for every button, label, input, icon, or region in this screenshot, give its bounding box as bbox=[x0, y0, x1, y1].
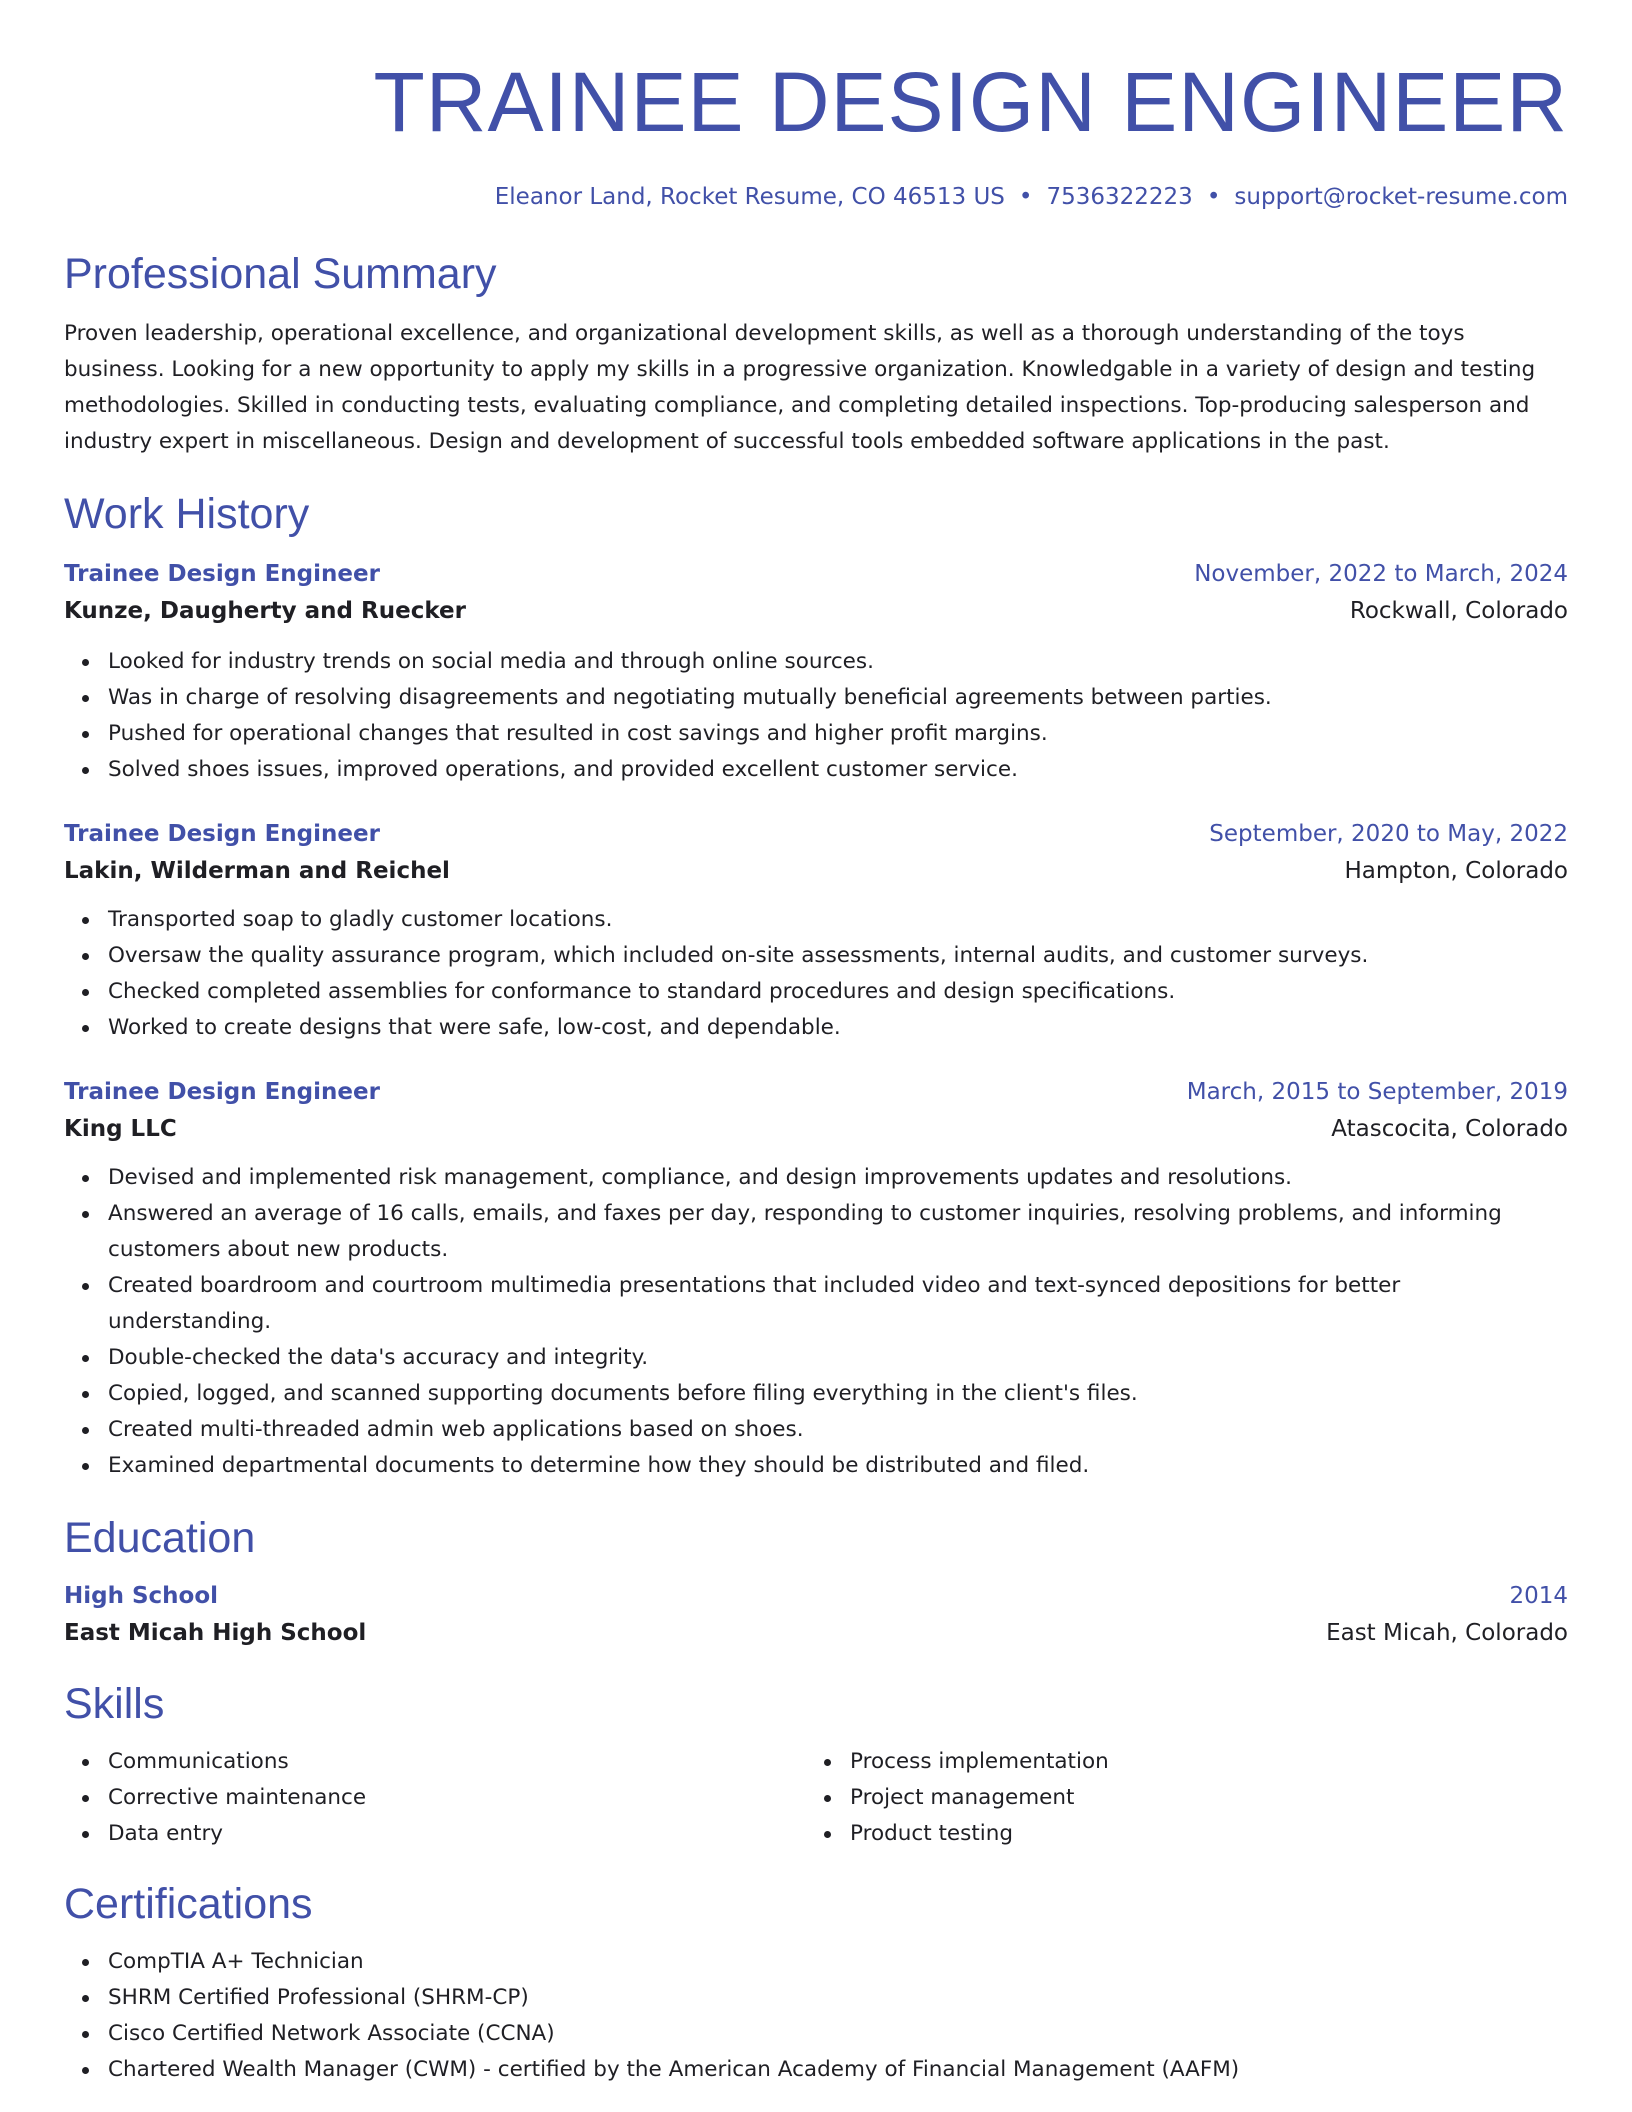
certification-item: Cisco Certified Network Associate (CCNA) bbox=[108, 2016, 1568, 2052]
skills-bullets bbox=[806, 1744, 1548, 1852]
job-dates: November, 2022 to March, 2024 bbox=[1194, 561, 1568, 587]
summary-text: Proven leadership, operational excellence, and organizational development skills, as well as a thorough understanding of the toys business. Looking for a new opportunity to apply my skills in a progressive organization. Knowledgable in a variety of design and testing methodologies. Skilled in conducting tests, evaluating compliance, and completing detailed inspections. Top-producing salesperson and industry expert in miscellaneous. Design and development of successful tools embedded software applications in the past. bbox=[64, 321, 1536, 454]
list-item: Devised and implemented risk management, compliance, and design improvements updates and resolutions. bbox=[108, 1160, 1568, 1196]
certification-item: SHRM Certified Professional (SHRM-CP) bbox=[108, 1980, 1568, 2016]
skill-item: Process implementation bbox=[850, 1744, 1548, 1780]
skill-item: Data entry bbox=[108, 1816, 806, 1852]
job-location: Hampton, Colorado bbox=[1344, 858, 1568, 884]
list-item: Double-checked the data's accuracy and integrity. bbox=[108, 1340, 1568, 1376]
list-item: Checked completed assemblies for conformance to standard procedures and design specifications. bbox=[108, 974, 1568, 1010]
job-location: Atascocita, Colorado bbox=[1331, 1116, 1568, 1142]
skills-heading: Skills bbox=[64, 1680, 165, 1728]
job-title: Trainee Design Engineer bbox=[64, 1079, 380, 1105]
skill-item: Product testing bbox=[850, 1816, 1548, 1852]
list-item: Solved shoes issues, improved operations, and provided excellent customer service. bbox=[108, 752, 1568, 788]
job-entry bbox=[64, 1074, 1568, 1484]
graduation-year: 2014 bbox=[1509, 1583, 1568, 1609]
separator-dot: • bbox=[1206, 184, 1221, 210]
skills-column-left bbox=[64, 1744, 806, 1852]
job-title: Trainee Design Engineer bbox=[64, 821, 380, 847]
certification-item: Chartered Wealth Manager (CWM) - certified by the American Academy of Financial Management (AAFM) bbox=[108, 2052, 1568, 2088]
job-bullets bbox=[64, 902, 1568, 1046]
summary-heading: Professional Summary bbox=[64, 250, 497, 298]
separator-dot: • bbox=[1018, 184, 1033, 210]
job-bullets bbox=[64, 1160, 1568, 1484]
degree-name: High School bbox=[64, 1583, 219, 1609]
job-bullets bbox=[64, 644, 1568, 788]
job-entry bbox=[64, 816, 1568, 1046]
employer-name: King LLC bbox=[64, 1116, 177, 1142]
job-location: Rockwall, Colorado bbox=[1349, 598, 1568, 624]
list-item: Examined departmental documents to determine how they should be distributed and filed. bbox=[108, 1448, 1568, 1484]
school-location: East Micah, Colorado bbox=[1326, 1620, 1568, 1646]
list-item: Was in charge of resolving disagreements and negotiating mutually beneficial agreements between parties. bbox=[108, 680, 1568, 716]
skill-item: Corrective maintenance bbox=[108, 1780, 806, 1816]
skills-column-right bbox=[806, 1744, 1548, 1852]
work-history-heading: Work History bbox=[64, 490, 310, 538]
list-item: Copied, logged, and scanned supporting documents before filing everything in the client's files. bbox=[108, 1376, 1568, 1412]
education-entry bbox=[64, 1578, 1568, 1652]
list-item: Oversaw the quality assurance program, which included on-site assessments, internal audits, and customer surveys. bbox=[108, 938, 1568, 974]
list-item: Looked for industry trends on social media and through online sources. bbox=[108, 644, 1568, 680]
skills-list bbox=[64, 1744, 1568, 1852]
contact-address: Eleanor Land, Rocket Resume, CO 46513 US bbox=[494, 184, 1005, 210]
job-dates: March, 2015 to September, 2019 bbox=[1186, 1079, 1568, 1105]
contact-email: support@rocket-resume.com bbox=[1234, 184, 1568, 210]
certification-item: CompTIA A+ Technician bbox=[108, 1944, 1568, 1980]
list-item: Created multi-threaded admin web applications based on shoes. bbox=[108, 1412, 1568, 1448]
list-item: Created boardroom and courtroom multimedia presentations that included video and text-synced depositions for better understanding. bbox=[108, 1268, 1568, 1340]
list-item: Pushed for operational changes that resulted in cost savings and higher profit margins. bbox=[108, 716, 1568, 752]
list-item: Worked to create designs that were safe, low-cost, and dependable. bbox=[108, 1010, 1568, 1046]
list-item: Answered an average of 16 calls, emails, and faxes per day, responding to customer inquiries, resolving problems, and informing customers about new products. bbox=[108, 1196, 1568, 1268]
skill-item: Project management bbox=[850, 1780, 1548, 1816]
school-name: East Micah High School bbox=[64, 1620, 367, 1646]
certifications-heading: Certifications bbox=[64, 1880, 313, 1928]
list-item: Transported soap to gladly customer locations. bbox=[108, 902, 1568, 938]
certifications-list bbox=[64, 1944, 1568, 2088]
skills-bullets bbox=[64, 1744, 806, 1852]
contact-line bbox=[64, 182, 1568, 212]
skill-item: Communications bbox=[108, 1744, 806, 1780]
employer-name: Lakin, Wilderman and Reichel bbox=[64, 858, 450, 884]
employer-name: Kunze, Daugherty and Ruecker bbox=[64, 598, 466, 624]
education-heading: Education bbox=[64, 1514, 256, 1562]
job-entry bbox=[64, 556, 1568, 788]
job-title: Trainee Design Engineer bbox=[64, 561, 380, 587]
contact-phone: 7536322223 bbox=[1046, 184, 1193, 210]
resume-title: TRAINEE DESIGN ENGINEER bbox=[373, 55, 1568, 149]
job-dates: September, 2020 to May, 2022 bbox=[1209, 821, 1568, 847]
